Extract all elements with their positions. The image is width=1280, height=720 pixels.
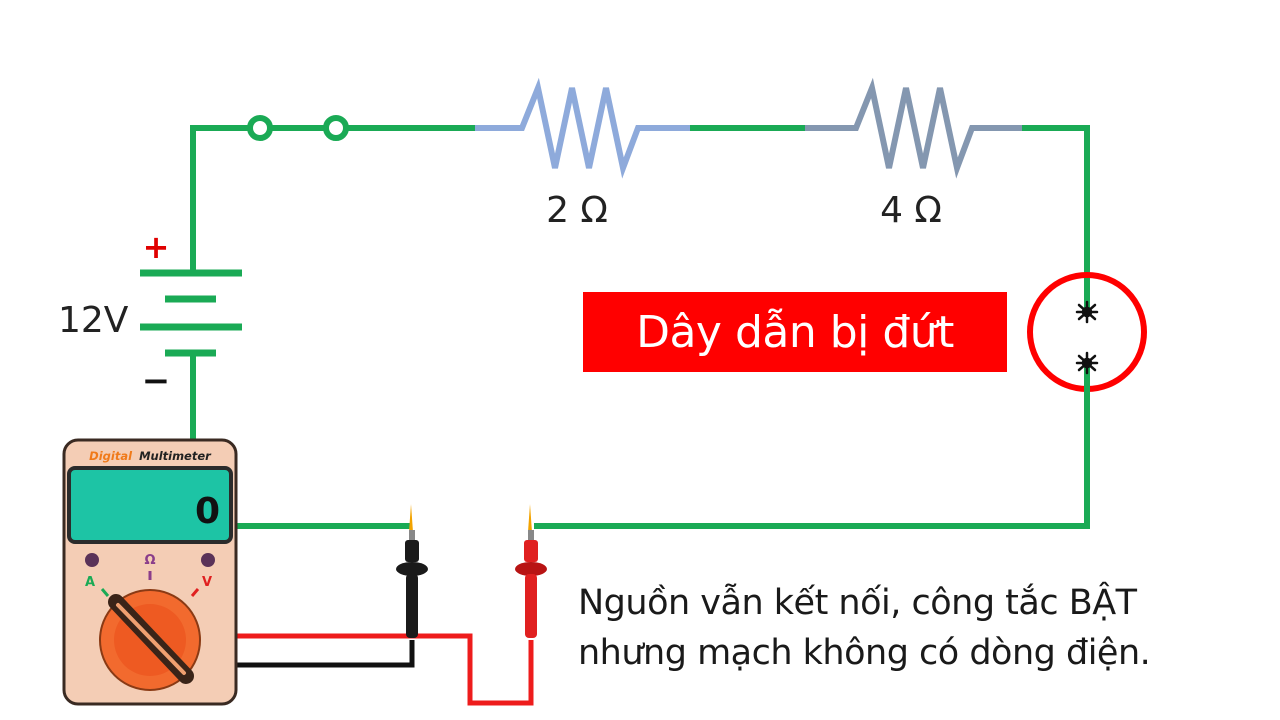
switch-terminal-left	[250, 118, 270, 138]
black-probe-tip	[409, 504, 413, 532]
caption-line-2: nhưng mạch không có dòng điện.	[578, 633, 1151, 673]
wire-right-top	[1022, 128, 1087, 278]
resistor-4-ohm-label: 4 Ω	[880, 190, 942, 231]
resistor-4-ohm-zigzag	[805, 88, 1022, 168]
battery-plus-sign: +	[142, 228, 170, 266]
resistor-2-ohm-zigzag	[475, 88, 690, 168]
broken-end-top-icon	[1077, 302, 1097, 322]
multimeter-brand-digital: Digital	[89, 449, 133, 463]
port-a-icon	[85, 553, 99, 567]
wire-left-top	[193, 128, 250, 273]
port-v-icon	[201, 553, 215, 567]
mode-a-label: A	[84, 575, 96, 590]
caption-line-1: Nguồn vẫn kết nối, công tắc BẬT	[578, 583, 1137, 623]
multimeter-reading: 0	[194, 491, 220, 532]
battery-minus-sign: −	[141, 361, 171, 401]
resistor-4-ohm	[805, 88, 1022, 168]
multimeter	[64, 440, 236, 704]
switch-terminal-right	[326, 118, 346, 138]
red-lead-wire	[234, 636, 531, 703]
switch	[250, 118, 346, 138]
resistor-2-ohm-label: 2 Ω	[546, 190, 608, 231]
multimeter-brand	[89, 449, 212, 463]
multimeter-brand-multimeter: Multimeter	[139, 449, 211, 463]
broken-wire-highlight	[1030, 275, 1144, 392]
broken-end-bottom-icon	[1077, 353, 1097, 373]
caption	[578, 578, 1268, 678]
mode-v-label: V	[201, 575, 213, 590]
mode-ohm-label: Ω	[144, 553, 156, 568]
red-probe-tip	[528, 504, 532, 532]
probe-leads	[234, 636, 531, 703]
resistor-2-ohm	[475, 88, 690, 168]
battery	[140, 273, 242, 353]
black-lead-wire	[234, 640, 412, 665]
broken-wire-label: Dây dẫn bị đứt	[583, 292, 1007, 372]
battery-voltage-label: 12V	[58, 300, 129, 341]
wire-right-bottom	[537, 392, 1087, 526]
